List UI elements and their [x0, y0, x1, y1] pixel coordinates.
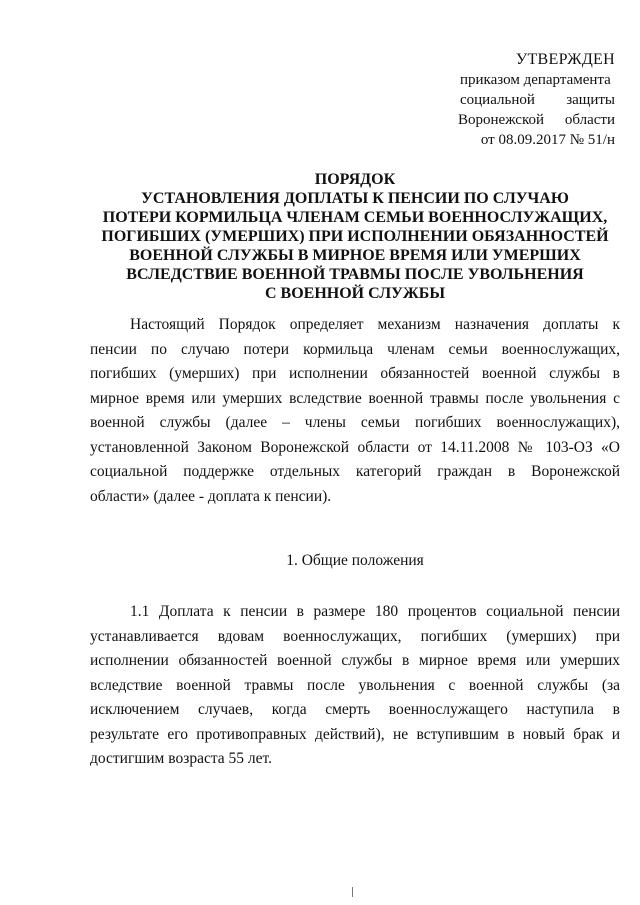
approval-heading: УТВЕРЖДЕН: [515, 51, 615, 68]
paragraph-line: исключением случаев, когда смерть военнослужащего наступила в: [90, 701, 620, 718]
approval-line-4: от 08.09.2017 № 51/н: [480, 132, 615, 148]
approval-line-1: приказом департамента: [460, 72, 611, 88]
paragraph-line: мирное время или умерших вследствие военной травмы после увольнения с: [90, 389, 620, 407]
clause-1-1-paragraph: [90, 600, 620, 772]
approval-line-3: [450, 110, 615, 130]
section-heading: 1. Общие положения: [286, 552, 424, 569]
paragraph-line: устанавливается вдовам военнослужащих, погибших (умерших) при: [90, 627, 620, 645]
paragraph-line: Настоящий Порядок определяет механизм назначения доплаты к: [130, 316, 620, 333]
title-line: ПОТЕРИ КОРМИЛЬЦА ЧЛЕНАМ СЕМЬИ ВОЕННОСЛУЖАЩИХ,: [102, 209, 608, 226]
paragraph-line: области» (далее - доплата к пенсии).: [90, 487, 332, 505]
title-line: УСТАНОВЛЕНИЯ ДОПЛАТЫ К ПЕНСИИ ПО СЛУЧАЮ: [141, 190, 569, 207]
title-line: ПОРЯДОК: [314, 171, 396, 188]
paragraph-line: военной службы (далее – члены семьи погибших военнослужащих),: [90, 414, 620, 431]
paragraph-line: достигшим возраста 55 лет.: [90, 750, 273, 767]
paragraph-line: социальной поддержке отдельных категорий граждан в Воронежской: [90, 463, 620, 480]
scan-mark: [352, 887, 353, 897]
approval-line-2: [450, 90, 615, 110]
paragraph-line: исполнении обязанностей военной службы в мирное время или умерших: [90, 652, 620, 669]
paragraph-line: пенсии по случаю потери кормильца членам семьи военнослужащих,: [90, 340, 620, 358]
title-line: С ВОЕННОЙ СЛУЖБЫ: [264, 285, 446, 302]
paragraph-line: результате его противоправных действий), не вступившим в новый брак и: [90, 725, 620, 743]
approval-line-3-left: Воронежской: [458, 112, 544, 128]
approval-line-3-right: области: [564, 112, 615, 128]
approval-line-2-right: защиты: [566, 92, 615, 108]
paragraph-line: 1.1 Доплата к пенсии в размере 180 процентов социальной пенсии: [130, 603, 620, 620]
approval-line-2-left: социальной: [460, 92, 535, 108]
document-title: [90, 170, 620, 303]
intro-paragraph: [90, 313, 620, 509]
paragraph-line: вследствие военной травмы после увольнения с военной службы (за: [90, 676, 620, 694]
approval-block: [450, 50, 615, 150]
title-line: ВСЛЕДСТВИЕ ВОЕННОЙ ТРАВМЫ ПОСЛЕ УВОЛЬНЕНИЯ: [126, 266, 584, 283]
title-line: ВОЕННОЙ СЛУЖБЫ В МИРНОЕ ВРЕМЯ ИЛИ УМЕРШИХ: [129, 247, 581, 264]
paragraph-line: установленной Законом Воронежской области от 14.11.2008 № 103-ОЗ «О: [90, 438, 620, 456]
paragraph-line: погибших (умерших) при исполнении обязанностей военной службы в: [90, 365, 620, 382]
title-line: ПОГИБШИХ (УМЕРШИХ) ПРИ ИСПОЛНЕНИИ ОБЯЗАННОСТЕЙ: [101, 228, 609, 245]
